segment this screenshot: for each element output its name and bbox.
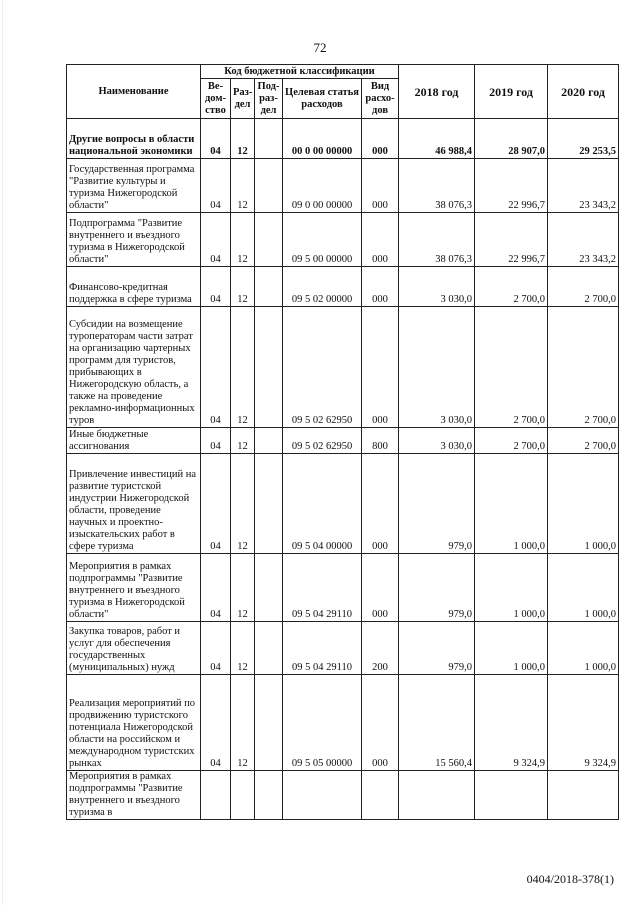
row-razdel: 12 xyxy=(231,267,255,307)
row-razdel: 12 xyxy=(231,622,255,675)
row-2020: 23 343,2 xyxy=(548,213,619,267)
row-razdel: 12 xyxy=(231,213,255,267)
row-2020: 9 324,9 xyxy=(548,675,619,771)
row-name: Финансово-кредитная поддержка в сфере туризма xyxy=(67,267,201,307)
row-2018: 3 030,0 xyxy=(399,267,475,307)
table-row xyxy=(67,554,619,622)
row-2019: 1 000,0 xyxy=(475,554,548,622)
row-2020: 29 253,5 xyxy=(548,119,619,159)
row-razdel xyxy=(231,771,255,820)
row-ved: 04 xyxy=(201,622,231,675)
row-2019: 1 000,0 xyxy=(475,454,548,554)
row-ved: 04 xyxy=(201,454,231,554)
page-number: 72 xyxy=(313,40,327,55)
row-2019: 1 000,0 xyxy=(475,622,548,675)
row-vr: 000 xyxy=(362,554,399,622)
row-2019: 2 700,0 xyxy=(475,307,548,428)
table-row xyxy=(67,159,619,213)
row-csr xyxy=(283,771,362,820)
header-2018: 2018 год xyxy=(399,65,475,119)
table-row xyxy=(67,307,619,428)
row-razdel: 12 xyxy=(231,159,255,213)
row-2019: 2 700,0 xyxy=(475,267,548,307)
header-2019: 2019 год xyxy=(475,65,548,119)
row-2018 xyxy=(399,771,475,820)
row-vr: 000 xyxy=(362,213,399,267)
row-2019: 22 996,7 xyxy=(475,213,548,267)
row-name: Подпрограмма "Развитие внутреннего и въездного туризма в Нижегородской области" xyxy=(67,213,201,267)
row-csr: 09 5 02 62950 xyxy=(283,307,362,428)
row-podrazdel xyxy=(255,428,283,454)
row-vr: 000 xyxy=(362,454,399,554)
row-csr: 00 0 00 00000 xyxy=(283,119,362,159)
row-razdel: 12 xyxy=(231,675,255,771)
row-vr: 200 xyxy=(362,622,399,675)
header-podrazdel: Под-раз-дел xyxy=(255,79,283,119)
row-2020: 1 000,0 xyxy=(548,622,619,675)
row-podrazdel xyxy=(255,454,283,554)
row-razdel: 12 xyxy=(231,307,255,428)
table-row xyxy=(67,622,619,675)
row-podrazdel xyxy=(255,675,283,771)
row-2019 xyxy=(475,771,548,820)
row-2020: 2 700,0 xyxy=(548,307,619,428)
row-2018: 3 030,0 xyxy=(399,307,475,428)
document-code: 0404/2018-378(1) xyxy=(526,872,614,886)
row-name: Государственная программа "Развитие культуры и туризма Нижегородской области" xyxy=(67,159,201,213)
row-2020: 2 700,0 xyxy=(548,267,619,307)
header-celevaya: Целевая статья расходов xyxy=(283,79,362,119)
header-vid: Вид расхо-дов xyxy=(362,79,399,119)
row-2018: 979,0 xyxy=(399,454,475,554)
table-row xyxy=(67,675,619,771)
row-name: Субсидии на возмещение туроператорам части затрат на организацию чартерных программ для туристов, прибывающих в Нижегородскую область, а также на проведение рекламно-информационных туров xyxy=(67,307,201,428)
row-ved: 04 xyxy=(201,159,231,213)
row-ved: 04 xyxy=(201,675,231,771)
row-name: Мероприятия в рамках подпрограммы "Развитие внутреннего и въездного туризма в xyxy=(67,771,201,820)
row-2020: 23 343,2 xyxy=(548,159,619,213)
header-2020: 2020 год xyxy=(548,65,619,119)
row-2018: 38 076,3 xyxy=(399,159,475,213)
row-razdel: 12 xyxy=(231,428,255,454)
row-vr: 000 xyxy=(362,119,399,159)
row-csr: 09 5 02 00000 xyxy=(283,267,362,307)
row-2019: 28 907,0 xyxy=(475,119,548,159)
row-2018: 38 076,3 xyxy=(399,213,475,267)
row-razdel: 12 xyxy=(231,554,255,622)
row-podrazdel xyxy=(255,771,283,820)
row-vr: 000 xyxy=(362,307,399,428)
row-2018: 979,0 xyxy=(399,622,475,675)
row-2020: 1 000,0 xyxy=(548,554,619,622)
table-row xyxy=(67,213,619,267)
row-ved: 04 xyxy=(201,554,231,622)
row-ved: 04 xyxy=(201,428,231,454)
row-2018: 3 030,0 xyxy=(399,428,475,454)
header-code-group: Код бюджетной классификации xyxy=(201,65,399,79)
row-2020: 1 000,0 xyxy=(548,454,619,554)
row-vr xyxy=(362,771,399,820)
row-name: Реализация мероприятий по продвижению туристского потенциала Нижегородской области на российском и международном туристских рынках xyxy=(67,675,201,771)
row-2020: 2 700,0 xyxy=(548,428,619,454)
row-podrazdel xyxy=(255,307,283,428)
table-row xyxy=(67,267,619,307)
row-csr: 09 5 04 29110 xyxy=(283,554,362,622)
row-name: Закупка товаров, работ и услуг для обеспечения государственных (муниципальных) нужд xyxy=(67,622,201,675)
row-2018: 979,0 xyxy=(399,554,475,622)
row-2018: 15 560,4 xyxy=(399,675,475,771)
row-ved: 04 xyxy=(201,213,231,267)
row-csr: 09 5 04 00000 xyxy=(283,454,362,554)
row-csr: 09 5 00 00000 xyxy=(283,213,362,267)
row-2019: 22 996,7 xyxy=(475,159,548,213)
table-row xyxy=(67,119,619,159)
row-2019: 2 700,0 xyxy=(475,428,548,454)
row-vr: 000 xyxy=(362,159,399,213)
row-ved: 04 xyxy=(201,307,231,428)
row-csr: 09 5 05 00000 xyxy=(283,675,362,771)
table-row xyxy=(67,771,619,820)
scan-edge xyxy=(2,0,3,905)
row-name: Мероприятия в рамках подпрограммы "Развитие внутреннего и въездного туризма в Нижегородской области" xyxy=(67,554,201,622)
row-ved: 04 xyxy=(201,119,231,159)
row-podrazdel xyxy=(255,119,283,159)
header-vedomstvo: Ве-дом-ство xyxy=(201,79,231,119)
row-vr: 000 xyxy=(362,267,399,307)
row-name: Другие вопросы в области национальной экономики xyxy=(67,119,201,159)
row-podrazdel xyxy=(255,267,283,307)
row-ved xyxy=(201,771,231,820)
header-name: Наименование xyxy=(67,65,201,119)
row-vr: 800 xyxy=(362,428,399,454)
row-csr: 09 5 02 62950 xyxy=(283,428,362,454)
row-name: Иные бюджетные ассигнования xyxy=(67,428,201,454)
row-podrazdel xyxy=(255,159,283,213)
row-ved: 04 xyxy=(201,267,231,307)
row-csr: 09 0 00 00000 xyxy=(283,159,362,213)
row-razdel: 12 xyxy=(231,454,255,554)
row-2020 xyxy=(548,771,619,820)
row-name: Привлечение инвестиций на развитие туристской индустрии Нижегородской области, проведение научных и проектно-изыскательских работ в сфере туризма xyxy=(67,454,201,554)
header-razdel: Раз-дел xyxy=(231,79,255,119)
row-podrazdel xyxy=(255,622,283,675)
row-csr: 09 5 04 29110 xyxy=(283,622,362,675)
row-podrazdel xyxy=(255,213,283,267)
row-razdel: 12 xyxy=(231,119,255,159)
table-row xyxy=(67,428,619,454)
row-2018: 46 988,4 xyxy=(399,119,475,159)
budget-table xyxy=(66,64,619,820)
row-podrazdel xyxy=(255,554,283,622)
row-2019: 9 324,9 xyxy=(475,675,548,771)
table-row xyxy=(67,454,619,554)
row-vr: 000 xyxy=(362,675,399,771)
